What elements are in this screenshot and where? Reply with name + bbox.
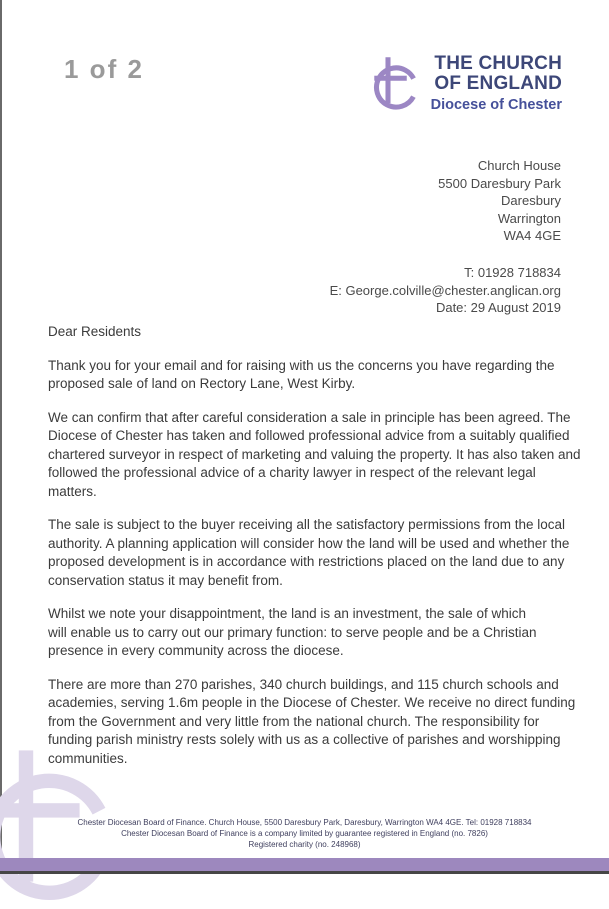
letter-body [48, 323, 583, 783]
address-line: Warrington [497, 210, 561, 226]
paragraph: Thank you for your email and for raising with us the concerns you have regarding the proposed sale of land on Rectory Lane, West Kirby. [48, 357, 555, 391]
footer-purple-bar [0, 858, 609, 871]
letterhead-footer [0, 817, 609, 850]
address-line: Daresbury [501, 193, 561, 208]
paragraph: There are more than 270 parishes, 340 church buildings, and 115 church schools and academies, serving 1.6m people in the Diocese of Chester. We receive no direct funding from the Government and very little from the national church. The responsibility for funding parish ministry rests solely with us as a collective of parishes and worshipping communities. [48, 676, 576, 766]
contact-details [330, 264, 561, 317]
page-left-edge-shadow [0, 0, 2, 874]
phone-line: T: 01928 718834 [464, 265, 561, 280]
paragraph: Whilst we note your disappointment, the land is an investment, the sale of which will enable us to carry out our primary function: to serve people and be a Christian presence in every community across the diocese. [48, 606, 537, 658]
footer-line: Registered charity (no. 248968) [248, 840, 361, 849]
footer-line: Chester Diocesan Board of Finance is a company limited by guarantee registered in England (no. 7826) [121, 829, 488, 838]
address-line: 5500 Daresbury Park [438, 175, 561, 191]
address-line: Church House [477, 158, 561, 173]
page-indicator: 1 of 2 [64, 54, 144, 84]
paragraph: We can confirm that after careful consideration a sale in principle has been agreed. The Diocese of Chester has taken and followed professional advice from a suitably qualified chartered surveyor in respect of marketing and valuing the property. It has also taken and followed the professional advice of a charity lawyer in respect of the relevant legal matters. [48, 409, 581, 499]
church-of-england-logo-icon [367, 55, 423, 111]
footer-line: Chester Diocesan Board of Finance. Church House, 5500 Daresbury Park, Daresbury, Warrington WA4 4GE. Tel: 01928 718834 [77, 818, 532, 827]
logo-subtitle: Diocese of Chester [430, 97, 562, 113]
logo-title-line1: THE CHURCH [434, 53, 562, 74]
email-line: E: George.colville@chester.anglican.org [329, 282, 561, 298]
church-of-england-logo [367, 54, 562, 113]
logo-text [431, 54, 562, 113]
salutation: Dear Residents [48, 324, 142, 339]
sender-address [438, 157, 561, 245]
logo-title-line2: OF ENGLAND [434, 73, 562, 94]
logo-title [431, 54, 562, 94]
address-line: WA4 4GE [503, 228, 561, 243]
date-line: Date: 29 August 2019 [435, 300, 561, 315]
paragraph: The sale is subject to the buyer receiving all the satisfactory permissions from the local authority. A planning application will consider how the land will be used and whether the proposed development is in accordance with restrictions placed on the land due to any conservation status it may benefit from. [48, 517, 570, 588]
